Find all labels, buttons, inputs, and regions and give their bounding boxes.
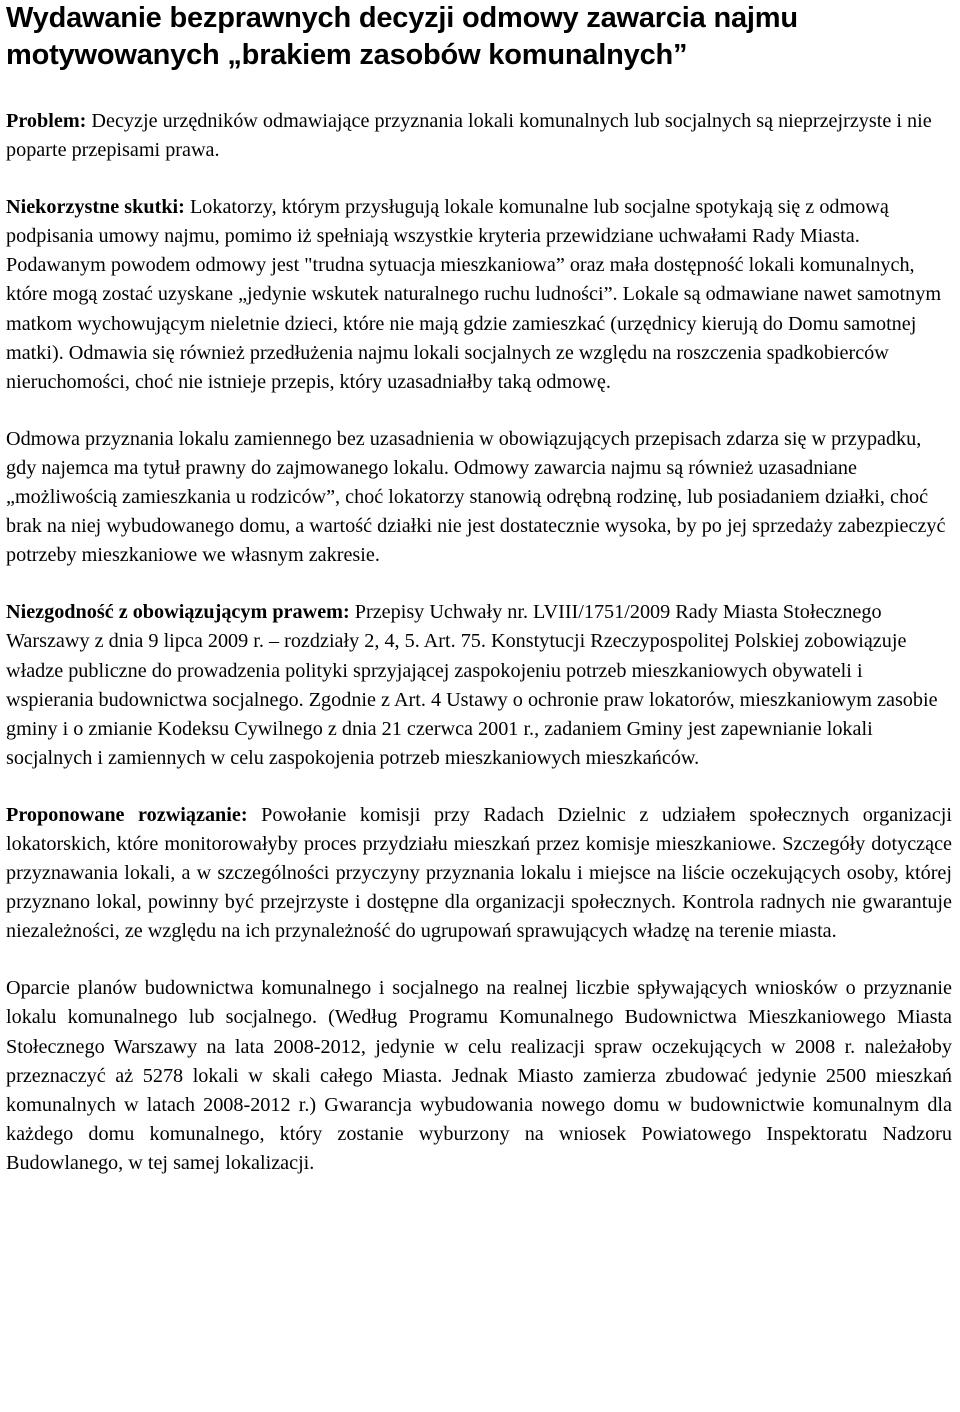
refusal-paragraph bbox=[6, 425, 952, 570]
proposed-solution-label: Proponowane rozwiązanie: bbox=[6, 803, 248, 826]
problem-text: Decyzje urzędników odmawiające przyznania lokali komunalnych lub socjalnych są nieprzejrzyste i nie poparte przepisami prawa. bbox=[6, 110, 932, 162]
legal-inconsistency-text: Przepisy Uchwały nr. LVIII/1751/2009 Rady Miasta Stołecznego Warszawy z dnia 9 lipca 2009 r. – rozdziały 2, 4, 5. Art. 75. Konstytucji Rzeczypospolitej Polskiej zobowiązuje władze publiczne do prowadzenia polityki sprzyjającej zaspokojeniu potrzeb mieszkaniowych obywateli i wspierania budownictwa socjalnego. Zgodnie z Art. 4 Ustawy o ochronie praw lokatorów, mieszkaniowym zasobie gminy i o zmianie Kodeksu Cywilnego z dnia 21 czerwca 2001 r., zadaniem Gminy jest zapewnianie lokali socjalnych i zamiennych w celu zaspokojenia potrzeb mieszkaniowych mieszkańców. bbox=[6, 601, 938, 769]
housing-plan-text: Oparcie planów budownictwa komunalnego i socjalnego na realnej liczbie spływających wniosków o przyznanie lokalu komunalnego lub socjalnego. (Według Programu Komunalnego Budownictwa Mieszkaniowego Miasta Stołecznego Warszawy na lata 2008-2012, jedynie w celu realizacji spraw oczekujących w 2008 r. należałoby przeznaczyć aż 5278 lokali w skali całego Miasta. Jednak Miasto zamierza zbudować jedynie 2500 mieszkań komunalnych w latach 2008-2012 r.) Gwarancja wybudowania nowego domu w budownictwie komunalnym dla każdego domu komunalnego, który zostanie wyburzony na wniosek Powiatowego Inspektoratu Nadzoru Budowlanego, w tej samej lokalizacji. bbox=[6, 977, 952, 1174]
problem-paragraph bbox=[6, 107, 952, 165]
negative-effects-label: Niekorzystne skutki: bbox=[6, 196, 185, 219]
negative-effects-paragraph bbox=[6, 193, 952, 397]
proposed-solution-paragraph bbox=[6, 801, 952, 946]
negative-effects-text: Lokatorzy, którym przysługują lokale komunalne lub socjalne spotykają się z odmową podpisania umowy najmu, pomimo iż spełniają wszystkie kryteria przewidziane uchwałami Rady Miasta. Podawanym powodem odmowy jest "trudna sytuacja mieszkaniowa” oraz mała dostępność lokali komunalnych, które mogą zostać uzyskane „jedynie wskutek naturalnego ruchu ludności”. Lokale są odmawiane nawet samotnym matkom wychowującym nieletnie dzieci, które nie mają gdzie zamieszkać (urzędnicy kierują do Domu samotnej matki). Odmawia się również przedłużenia najmu lokali socjalnych ze względu na roszczenia spadkobierców nieruchomości, choć nie istnieje przepis, który uzasadniałby taką odmowę. bbox=[6, 196, 942, 393]
legal-inconsistency-paragraph bbox=[6, 598, 952, 773]
housing-plan-paragraph bbox=[6, 974, 952, 1178]
document-title: Wydawanie bezprawnych decyzji odmowy zawarcia najmu motywowanych „brakiem zasobów komunalnych” bbox=[6, 2, 798, 71]
proposed-solution-text: Powołanie komisji przy Radach Dzielnic z udziałem społecznych organizacji lokatorskich, które monitorowałyby proces przydziału mieszkań przez komisje mieszkaniowe. Szczegóły dotyczące przyznawania lokali, a w szczególności przyczyny przyznania lokalu i miejsce na liście oczekujących osoby, której przyznano lokal, powinny być przejrzyste i dostępne dla organizacji społecznych. Kontrola radnych nie gwarantuje niezależności, ze względu na ich przynależność do ugrupowań sprawujących władzę na terenie miasta. bbox=[6, 803, 952, 943]
problem-label: Problem: bbox=[6, 110, 87, 132]
refusal-text: Odmowa przyznania lokalu zamiennego bez uzasadnienia w obowiązujących przepisach zdarza się w przypadku, gdy najemca ma tytuł prawny do zajmowanego lokalu. Odmowy zawarcia najmu są również uzasadniane „możliwością zamieszkania u rodziców”, choć lokatorzy stanowią odrębną rodzinę, lub posiadaniem działki, choć brak na niej wybudowanego domu, a wartość działki nie jest dostatecznie wysoka, by po jej sprzedaży zabezpieczyć potrzeby mieszkaniowe we własnym zakresie. bbox=[6, 427, 946, 567]
legal-inconsistency-label: Niezgodność z obowiązującym prawem: bbox=[6, 601, 350, 624]
